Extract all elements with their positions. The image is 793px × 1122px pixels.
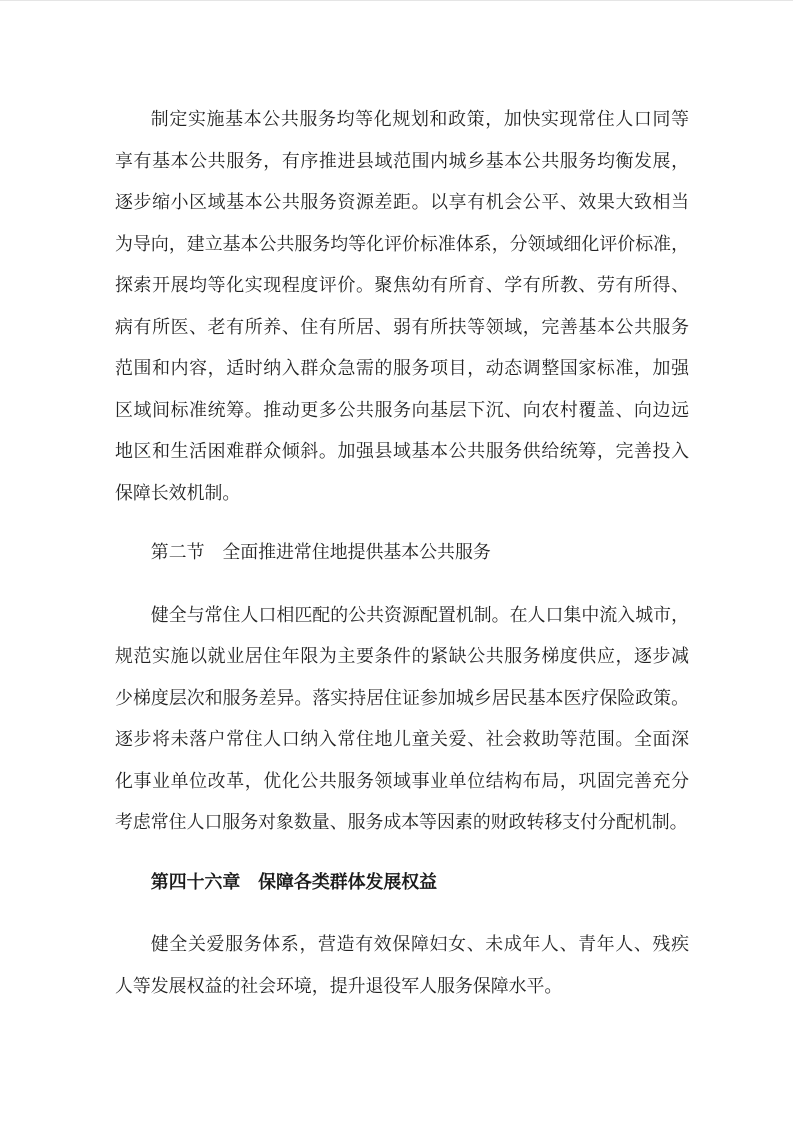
body-line: 逐步缩小区域基本公共服务资源差距。以享有机会公平、效果大致相当 (115, 192, 689, 212)
body-line: 逐步将未落户常住人口纳入常住地儿童关爱、社会救助等范围。全面深 (115, 729, 689, 749)
body-line: 化事业单位改革，优化公共服务领域事业单位结构布局，巩固完善充分 (115, 770, 689, 791)
paragraph-1 (115, 99, 689, 514)
paragraph-3 (115, 924, 689, 1007)
body-line: 病有所医、老有所养、住有所居、弱有所扶等领域，完善基本公共服务 (115, 316, 689, 337)
body-line: 享有基本公共服务，有序推进县域范围内城乡基本公共服务均衡发展， (115, 150, 689, 171)
section-heading: 第二节 全面推进常住地提供基本公共服务 (150, 542, 491, 562)
text-block (115, 99, 689, 1007)
body-line: 地区和生活困难群众倾斜。加强县域基本公共服务供给统筹，完善投入 (115, 441, 689, 461)
body-line: 范围和内容，适时纳入群众急需的服务项目，动态调整国家标准，加强 (115, 358, 689, 378)
paragraph-2 (115, 595, 689, 844)
body-line: 规范实施以就业居住年限为主要条件的紧缺公共服务梯度供应，逐步减 (115, 646, 689, 666)
body-line: 保障长效机制。 (115, 482, 241, 503)
body-line: 区域间标准统筹。推动更多公共服务向基层下沉、向农村覆盖、向边远 (115, 399, 689, 420)
body-line: 考虑常住人口服务对象数量、服务成本等因素的财政转移支付分配机制。 (115, 812, 688, 832)
chapter-heading: 第四十六章 保障各类群体发展权益 (150, 871, 438, 892)
body-line: 制定实施基本公共服务均等化规划和政策，加快实现常住人口同等 (150, 109, 689, 129)
body-line: 人等发展权益的社会环境，提升退役军人服务保障水平。 (115, 975, 563, 996)
body-line: 少梯度层次和服务差异。落实持居住证参加城乡居民基本医疗保险政策。 (115, 687, 689, 708)
body-line: 探索开展均等化实现程度评价。聚焦幼有所育、学有所教、劳有所得、 (115, 275, 689, 295)
body-line: 为导向，建立基本公共服务均等化评价标准体系，分领域细化评价标准， (115, 233, 689, 254)
body-line: 健全关爱服务体系，营造有效保障妇女、未成年人、青年人、残疾 (150, 934, 689, 954)
body-line: 健全与常住人口相匹配的公共资源配置机制。在人口集中流入城市， (150, 604, 689, 625)
